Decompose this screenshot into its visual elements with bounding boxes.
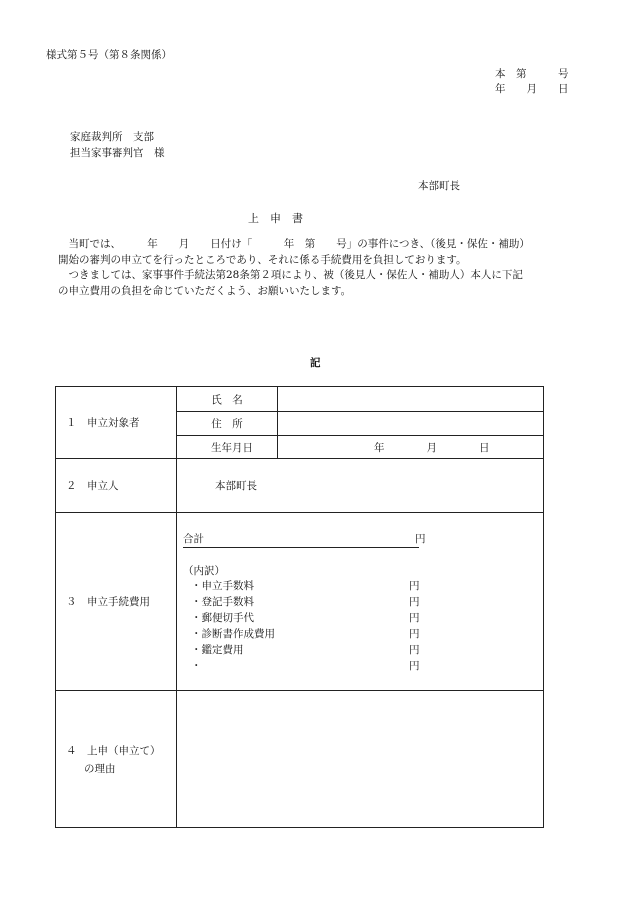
name-label: 氏 名 [177, 387, 278, 412]
document-number: 本 第 号 [495, 68, 569, 80]
target-person-label: １ 申立対象者 [56, 387, 177, 459]
total-line [183, 531, 426, 548]
table-row [56, 691, 544, 828]
reason-label-line1: ４ 上申（申立て） [66, 744, 161, 757]
sender-name: 本部町長 [418, 180, 460, 192]
application-table [55, 386, 544, 828]
body-text [58, 237, 528, 299]
applicant-value: 本部町長 [177, 459, 544, 513]
cost-item: ・郵便切手代 [191, 612, 254, 624]
total-yen: 円 [415, 533, 426, 545]
dob-field[interactable]: 年 月 日 [278, 436, 544, 459]
address-field[interactable] [278, 412, 544, 436]
applicant-label: ２ 申立人 [56, 459, 177, 513]
cost-item-yen: 円 [409, 628, 420, 640]
cost-item-yen: 円 [409, 596, 420, 608]
addressee-judge: 担当家事審判官 様 [70, 147, 165, 159]
form-number: 様式第５号（第８条関係） [46, 49, 172, 61]
breakdown-label: （内訳） [183, 565, 225, 577]
cost-item: ・診断書作成費用 [191, 628, 275, 640]
addressee-court: 家庭裁判所 支部 [70, 131, 154, 143]
table-row [56, 459, 544, 513]
document-title: 上 申 書 [248, 212, 303, 225]
document-date: 年 月 日 [495, 83, 569, 95]
cost-item: ・登記手数料 [191, 596, 254, 608]
reason-field[interactable] [177, 691, 544, 828]
cost-item: ・申立手数料 [191, 580, 254, 592]
cost-item-yen: 円 [409, 644, 420, 656]
body-paragraph-2: つきましては、家事事件手続法第28条第２項により、被（後見人・保佐人・補助人）本人に下記の申立費用の負担を命じていただくよう、お願いいたします。 [58, 269, 523, 297]
reason-label-line2: の理由 [84, 762, 116, 775]
dob-label: 生年月日 [177, 436, 278, 459]
cost-item-yen: 円 [409, 580, 420, 592]
cost-cell [177, 513, 544, 691]
table-row [56, 513, 544, 691]
body-paragraph-1: 当町では、 年 月 日付け「 年 第 号」の事件につき、（後見・保佐・補助）開始の審判の申立てを行ったところであり、それに係る手続費用を負担しております。 [58, 238, 525, 266]
cost-item-yen: 円 [409, 660, 420, 672]
table-row [56, 387, 544, 412]
cost-label: ３ 申立手続費用 [56, 513, 177, 691]
cost-item: ・ [191, 660, 202, 672]
ki-heading: 記 [310, 357, 321, 369]
cost-item-yen: 円 [409, 612, 420, 624]
address-label: 住 所 [177, 412, 278, 436]
cost-item: ・鑑定費用 [191, 644, 244, 656]
name-field[interactable] [278, 387, 544, 412]
reason-label [56, 691, 177, 828]
total-label: 合計 [183, 533, 204, 545]
